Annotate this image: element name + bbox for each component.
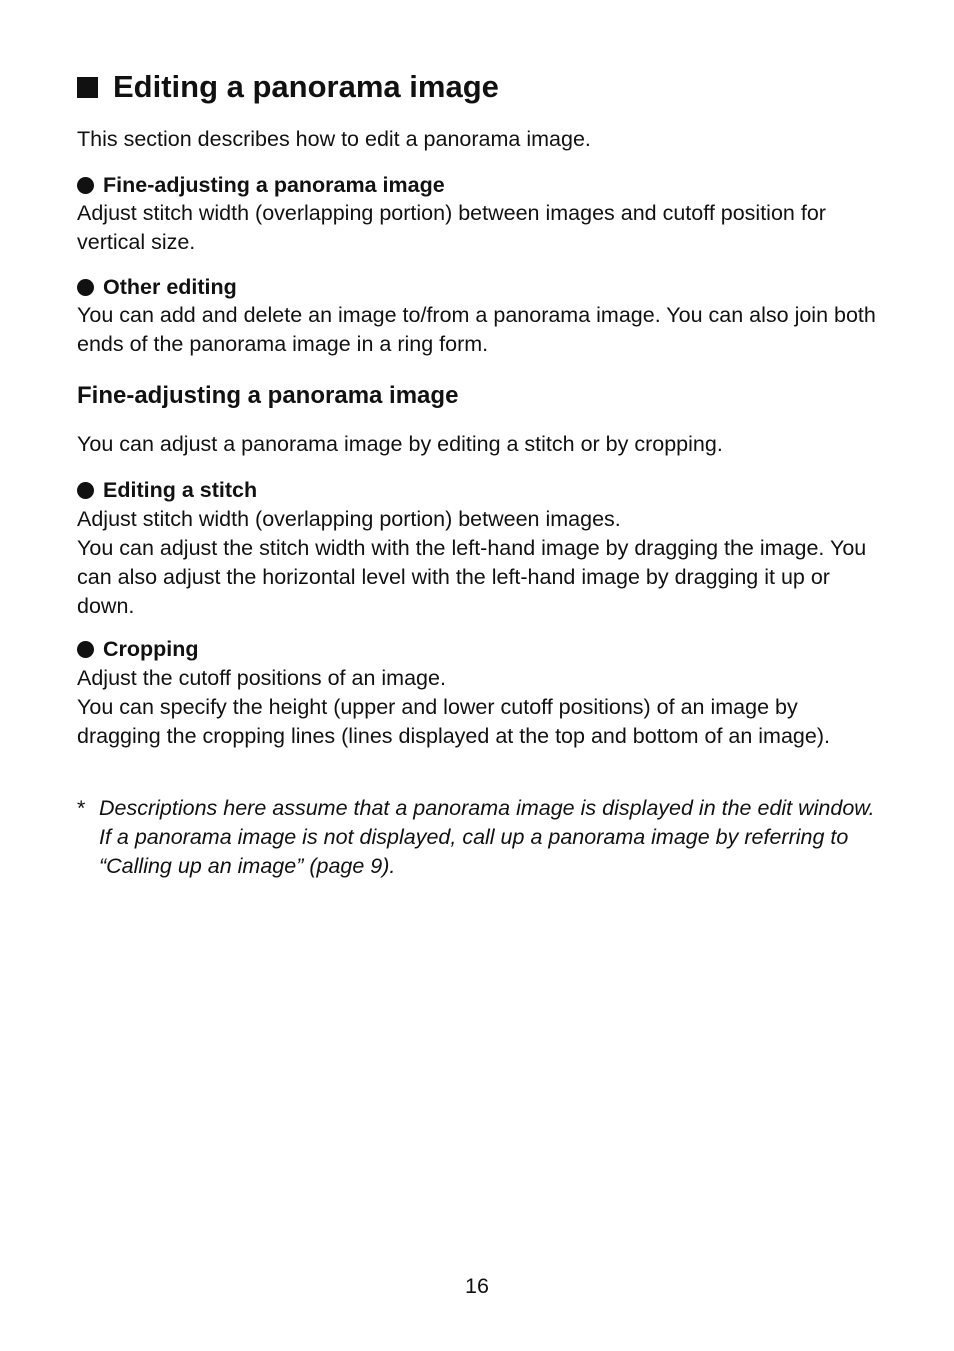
overview-item-fine-adjusting-body: Adjust stitch width (overlapping portion) between images and cutoff position for vertical size. — [77, 201, 826, 254]
black-circle-icon — [77, 177, 94, 194]
section-item-editing-stitch-title — [77, 476, 257, 505]
section-intro-text: You can adjust a panorama image by editing a stitch or by cropping. — [77, 432, 723, 456]
bullet-title-text: Other editing — [103, 275, 237, 299]
page-title — [77, 66, 499, 108]
section-heading: Fine-adjusting a panorama image — [77, 382, 459, 409]
bullet-title-text: Cropping — [103, 637, 199, 661]
section-item-editing-stitch-body: Adjust stitch width (overlapping portion) between images. You can adjust the stitch width with the left-hand image by dragging the image. You can also adjust the horizontal level with the left-hand image by dragging it up or down. — [77, 507, 867, 618]
page-number: 16 — [465, 1274, 489, 1298]
footnote-text: Descriptions here assume that a panorama image is displayed in the edit window. If a panorama image is not displayed, call up a panorama image by referring to “Calling up an image” (page 9). — [99, 796, 875, 878]
black-circle-icon — [77, 641, 94, 658]
black-circle-icon — [77, 279, 94, 296]
page-title-text: Editing a panorama image — [113, 69, 499, 104]
bullet-title-text: Fine-adjusting a panorama image — [103, 173, 445, 197]
footnote — [77, 794, 877, 881]
overview-item-other-editing-body: You can add and delete an image to/from a panorama image. You can also join both ends of the panorama image in a ring form. — [77, 303, 876, 356]
intro-text: This section describes how to edit a panorama image. — [77, 127, 591, 151]
black-circle-icon — [77, 482, 94, 499]
section-item-cropping-body: Adjust the cutoff positions of an image. You can specify the height (upper and lower cutoff positions) of an image by dragging the cropping lines (lines displayed at the top and bottom of an image). — [77, 666, 830, 748]
footnote-mark: * — [77, 796, 86, 820]
overview-item-fine-adjusting-title — [77, 171, 445, 200]
black-square-icon — [77, 77, 98, 98]
section-item-cropping-title — [77, 635, 199, 664]
bullet-title-text: Editing a stitch — [103, 478, 258, 502]
overview-item-other-editing-title — [77, 273, 237, 302]
